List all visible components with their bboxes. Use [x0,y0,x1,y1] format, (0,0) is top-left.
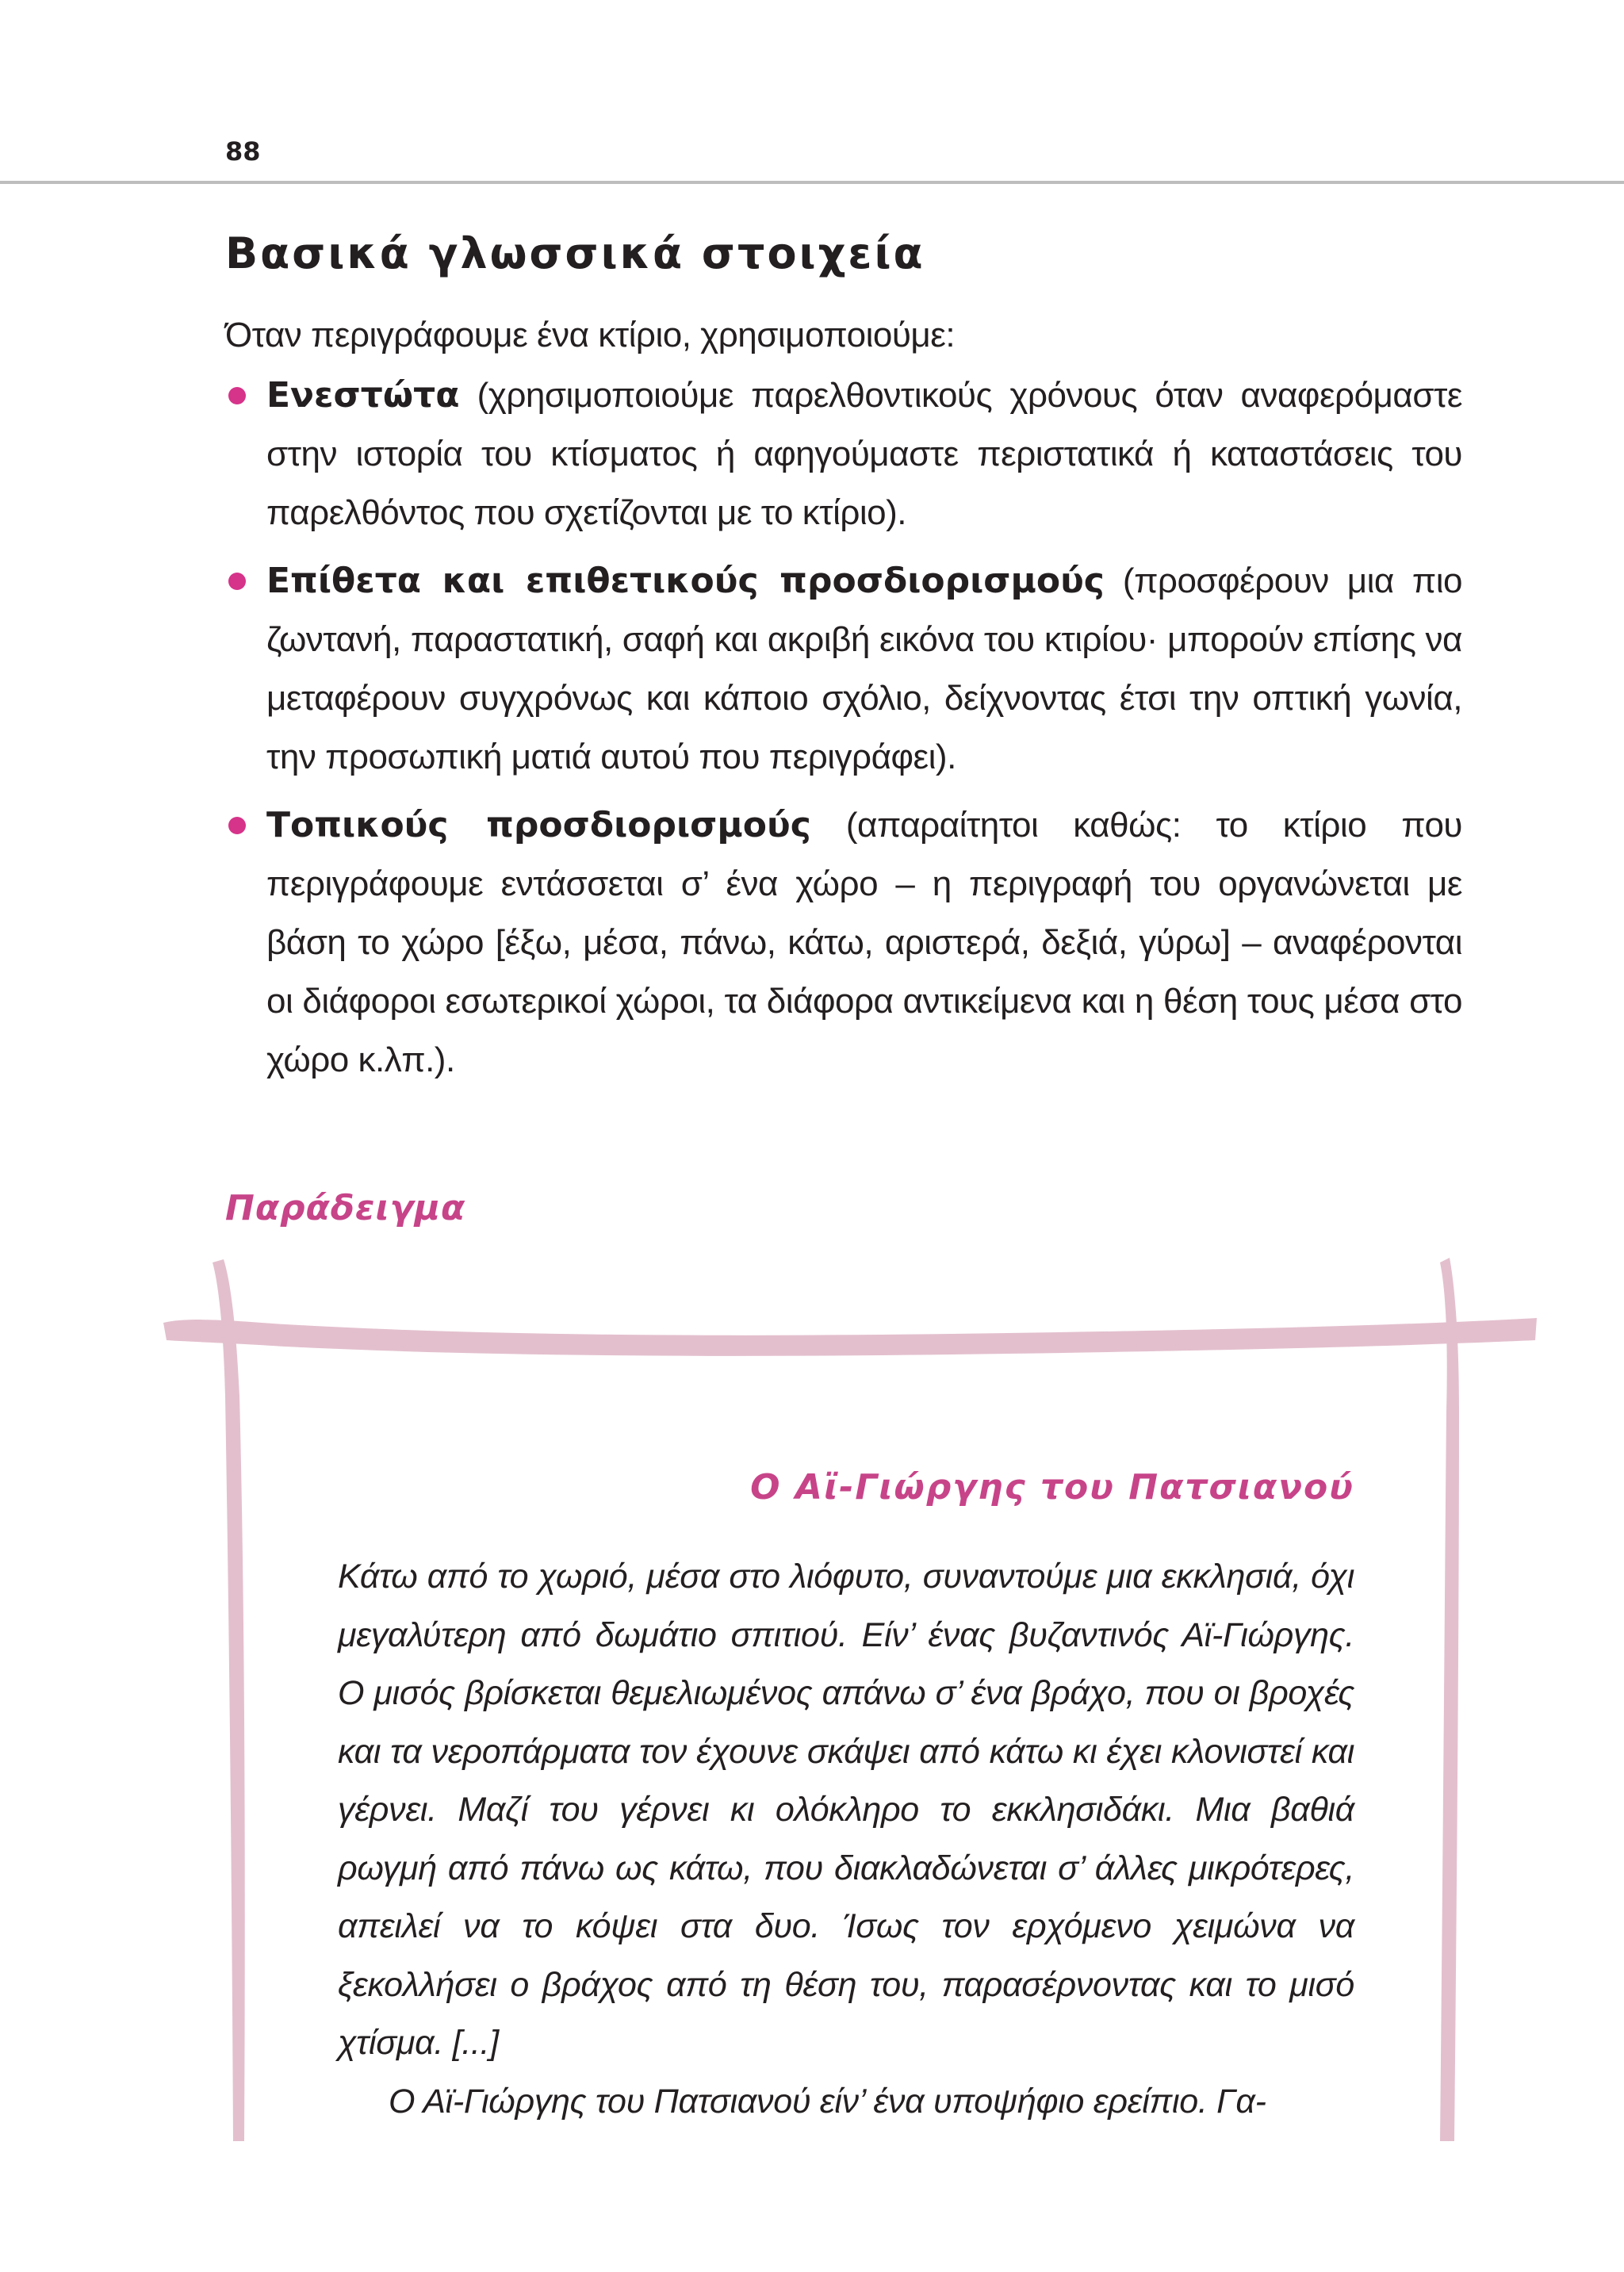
story-paragraph: Ο Αϊ-Γιώργης του Πατσιανού είν’ ένα υποψήφιο ερείπιο. Γα- [389,2082,1266,2121]
bullet-term: Επίθετα και επιθετικούς προσδιορισμούς [266,561,1105,601]
header-rule [0,181,1624,184]
bullet-list [225,366,1462,1099]
example-label: Παράδειγμα [225,1188,466,1228]
bullet-text: (χρησιμοποιούμε παρελθοντικούς χρόνους όταν αναφερόμαστε στην ιστορία του κτίσματος ή αφηγούμαστε περιστατικά ή καταστάσεις του παρελθόντος που σχετίζονται με το κτίριο). [266,376,1462,532]
story-title: Ο Αϊ-Γιώργης του Πατσιανού [750,1467,1354,1508]
frame-left-stroke [213,1259,245,2141]
bullet-text: (προσφέρουν μια πιο ζωντανή, παραστατική, σαφή και ακριβή εικόνα του κτιρίου· μπορούν επίσης να μεταφέρουν συγχρόνως και κάποιο σχόλιο, δείχνοντας έτσι την οπτική γωνία, την προσωπική ματιά αυτού που περιγράφει). [266,561,1462,776]
story-paragraph: Κάτω από το χωριό, μέσα στο λιόφυτο, συναντούμε μια εκκλησιά, όχι μεγαλύτερη από δωμάτιο σπιτιού. Είν’ ένας βυζαντινός Αϊ-Γιώργης. Ο μισός βρίσκεται θεμελιωμένος απάνω σ’ ένα βράχο, που οι βροχές και τα νεροπάρματα τον έχουνε σκάψει από κάτω κι έχει κλονιστεί και γέρνει. Μαζί του γέρνει κι ολόκληρο το εκκλησιδάκι. Μια βαθιά ρωγμή από πάνω ως κάτω, που διακλαδώνεται σ’ άλλες μικρότερες, απειλεί να το κόψει στα δυο. Ίσως τον ερχόμενο χειμώνα να ξεκολλήσει ο βράχος από τη θέση του, παρασέρνοντας και το μισό χτίσμα. [...] [338,1557,1354,2062]
frame-top-stroke [163,1318,1537,1356]
frame-right-stroke [1440,1258,1459,2141]
intro-text: Όταν περιγράφουμε ένα κτίριο, χρησιμοποιούμε: [225,316,956,354]
bullet-term: Ενεστώτα [266,375,460,416]
section-heading: Βασικά γλωσσικά στοιχεία [225,228,925,278]
bullet-dot-icon [228,387,246,404]
bullet-text: (απαραίτητοι καθώς: το κτίριο που περιγράφουμε εντάσσεται σ’ ένα χώρο – η περιγραφή του οργανώνεται με βάση το χώρο [έξω, μέσα, πάνω, κάτω, αριστερά, δεξιά, γύρω] – αναφέρονται οι διάφοροι εσωτερικοί χώροι, τα διάφορα αντικείμενα και η θέση τους μέσα στο χώρο κ.λπ.). [266,806,1462,1079]
bullet-term: Τοπικούς προσδιορισμούς [266,805,811,845]
bullet-item [225,796,1462,1090]
bullet-dot-icon [228,817,246,834]
bullet-item [225,552,1462,787]
bullet-item [225,366,1462,542]
page-number: 88 [225,136,261,167]
story-body [338,1548,1354,2131]
bullet-dot-icon [228,573,246,590]
